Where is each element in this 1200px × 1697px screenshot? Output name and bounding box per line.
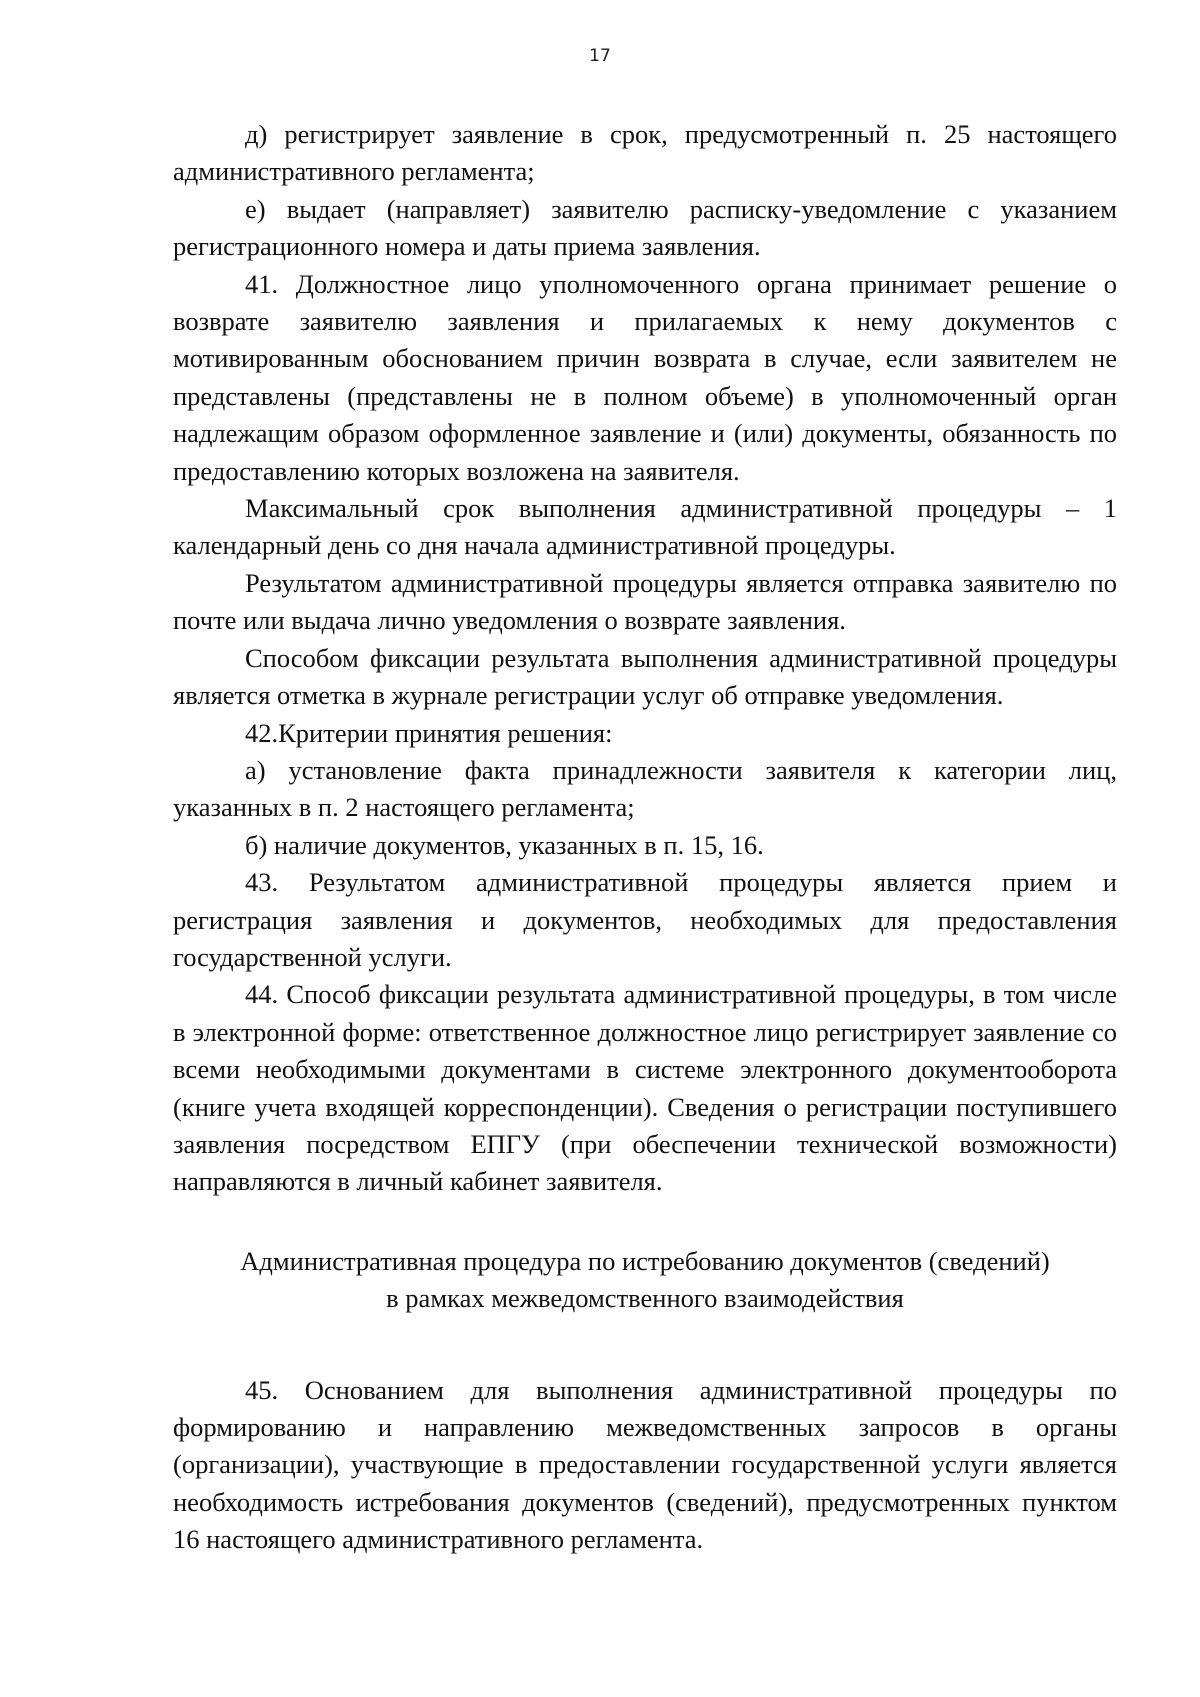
paragraph-41-return-decision: 41. Должностное лицо уполномоченного органа принимает решение о возврате заявителю заявления и прилагаемых к нему документов с мотивированным обоснованием причин возврата в случае, если заявителем не представлены (представлены не в полном объеме) в уполномоченный орган надлежащим образом оформленное заявление и (или) документы, обязанность по предоставлению которых возложена на заявителя. xyxy=(173,268,1117,486)
paragraph-43-result: 43. Результатом административной процедуры является прием и регистрация заявления и документов, необходимых для предоставления государственной услуги. xyxy=(173,867,1117,972)
section-heading xyxy=(173,1243,1117,1318)
paragraph-criteria-a: а) установление факта принадлежности заявителя к категории лиц, указанных в п. 2 настоящего регламента; xyxy=(173,754,1117,823)
page-number: 17 xyxy=(589,46,611,66)
section-heading-line-1: Административная процедура по истребованию документов (сведений) xyxy=(240,1245,1050,1276)
paragraph-fixation-method: Способом фиксации результата выполнения административной процедуры является отметка в журнале регистрации услуг об отправке уведомления. xyxy=(173,642,1117,711)
paragraph-max-duration: Максимальный срок выполнения административной процедуры – 1 календарный день со дня начала административной процедуры. xyxy=(173,493,1117,561)
paragraph-d-registration: д) регистрирует заявление в срок, предусмотренный п. 25 настоящего административного регламента; xyxy=(173,119,1117,187)
paragraph-e-receipt: е) выдает (направляет) заявителю расписку-уведомление с указанием регистрационного номера и даты приема заявления. xyxy=(173,193,1117,262)
section-heading-line-2: в рамках межведомственного взаимодействия xyxy=(386,1283,904,1314)
paragraph-42-criteria: 42.Критерии принятия решения: xyxy=(245,717,613,748)
paragraph-45-basis: 45. Основанием для выполнения административной процедуры по формированию и направлению межведомственных запросов в органы (организации), участвующие в предоставлении государственной услуги является необходимость истребования документов (сведений), предусмотренных пунктом 16 настоящего административного регламента. xyxy=(173,1374,1117,1555)
paragraph-result: Результатом административной процедуры является отправка заявителю по почте или выдача лично уведомления о возврате заявления. xyxy=(173,567,1117,636)
paragraph-criteria-b: б) наличие документов, указанных в п. 15, 16. xyxy=(245,829,764,860)
document-body xyxy=(173,116,1117,1559)
paragraph-44-fixation: 44. Способ фиксации результата административной процедуры, в том числе в электронной форме: ответственное должностное лицо регистрирует заявление со всеми необходимыми документами в системе электронного документооборота (книге учета входящей корреспонденции). Сведения о регистрации поступившего заявления посредством ЕПГУ (при обеспечении технической возможности) направляются в личный кабинет заявителя. xyxy=(173,979,1117,1197)
